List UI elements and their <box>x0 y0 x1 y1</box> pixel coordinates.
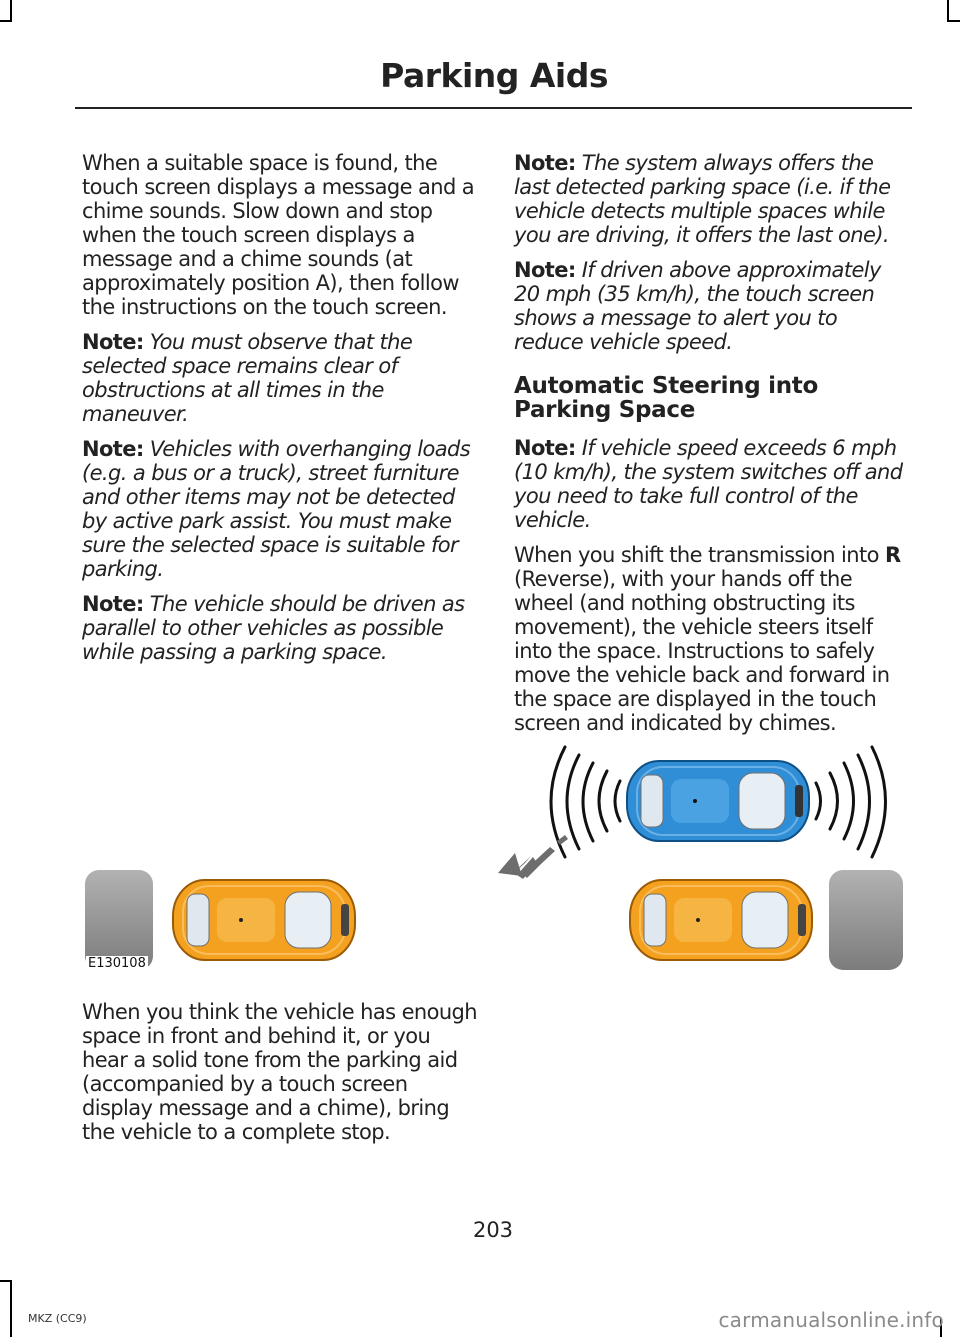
page-number: 203 <box>472 1218 514 1242</box>
page-title: Parking Aids <box>380 56 608 95</box>
left-column-lower <box>82 1000 477 1155</box>
note-speed-exceeds <box>514 436 910 532</box>
sensor-waves-front <box>816 747 886 857</box>
curb-right <box>829 870 903 970</box>
crop-mark-bottom-left-h <box>0 1280 12 1282</box>
vehicle-model: MKZ (CC9) <box>28 1312 87 1325</box>
watermark: carmanualsonline.info <box>718 1308 944 1332</box>
note-last-space <box>514 151 910 247</box>
gear-letter: R <box>884 543 901 567</box>
note-speed-warning <box>514 258 910 354</box>
figure-reference-code: E130108 <box>88 956 146 971</box>
right-column <box>514 151 910 746</box>
intro-paragraph: When a suitable space is found, the touch screen displays a message and a chime sounds. Slow down and stop when the touch screen displays a message and a chime sounds (at approximately position A), then follow the instructions on the touch screen. <box>82 151 475 319</box>
note-text: The vehicle should be driven as parallel to other vehicles as possible while passing a parking space. <box>82 592 465 664</box>
crop-mark-top-left-h <box>0 20 12 22</box>
reverse-direction-arrow-icon <box>498 835 568 879</box>
parked-car-right <box>630 880 812 960</box>
para-text: When you shift the transmission into <box>514 543 879 567</box>
section-heading: Automatic Steering into Parking Space <box>514 373 818 423</box>
parked-car-left <box>173 880 355 960</box>
note-label: Note: <box>514 151 576 175</box>
note-label: Note: <box>82 330 144 354</box>
note-overhanging-loads <box>82 437 477 581</box>
note-text: Vehicles with overhanging loads (e.g. a bus or a truck), street furniture and other items may not be detected by active park assist. You must make sure the selected space is suitable for parking. <box>82 437 471 581</box>
note-label: Note: <box>82 592 144 616</box>
note-label: Note: <box>514 258 576 282</box>
crop-mark-top-right-h <box>947 20 960 22</box>
reverse-paragraph <box>514 543 910 735</box>
header-divider <box>75 107 912 109</box>
para-text: (Reverse), with your hands off the wheel (and nothing obstructing its movement), the vehicle steers itself into the space. Instructions to safely move the vehicle back and forward in the space are displayed in the touch screen and indicated by chimes. <box>514 567 890 735</box>
crop-mark-bottom-left <box>10 1280 12 1337</box>
left-column <box>82 151 477 675</box>
curb-left <box>85 870 153 970</box>
note-observe <box>82 330 477 426</box>
note-label: Note: <box>82 437 144 461</box>
crop-mark-top-left <box>10 0 12 20</box>
note-text: The system always offers the last detected parking space (i.e. if the vehicle detects multiple spaces while you are driving, it offers the last one). <box>514 151 891 247</box>
parking-illustration <box>85 745 905 973</box>
note-text: If vehicle speed exceeds 6 mph (10 km/h), the system switches off and you need to take full control of the vehicle. <box>514 436 903 532</box>
note-text: You must observe that the selected space remains clear of obstructions at all times in the maneuver. <box>82 330 413 426</box>
note-label: Note: <box>514 436 576 460</box>
stop-paragraph: When you think the vehicle has enough space in front and behind it, or you hear a solid tone from the parking aid (accompanied by a touch screen display message and a chime), bring the vehicle to a complete stop. <box>82 1000 477 1144</box>
note-drive-parallel <box>82 592 477 664</box>
active-car <box>627 761 809 841</box>
crop-mark-top-right <box>947 0 949 20</box>
note-text: If driven above approximately 20 mph (35 km/h), the touch screen shows a message to alert you to reduce vehicle speed. <box>514 258 881 354</box>
